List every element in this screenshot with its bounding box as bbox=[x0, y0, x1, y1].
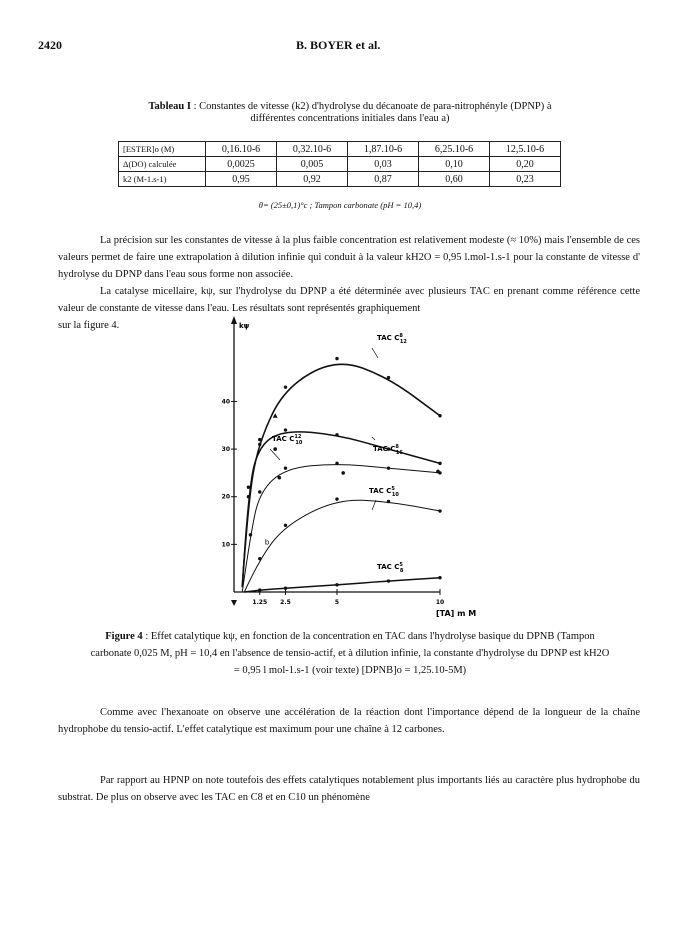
y-tick-label: 20 bbox=[221, 493, 230, 501]
table-footnote: θ= (25±0,1)°c ; Tampon carbonate (pH = 10,4) bbox=[258, 200, 422, 210]
paragraph bbox=[58, 772, 640, 806]
x-tick-label: 2.5 bbox=[280, 599, 291, 606]
label-leader bbox=[372, 500, 376, 510]
data-point bbox=[284, 428, 287, 431]
x-axis-label: [TA] m M bbox=[436, 609, 477, 618]
paragraph bbox=[58, 704, 640, 738]
x-tick-label: 1.25 bbox=[252, 599, 268, 606]
data-point bbox=[284, 524, 287, 527]
x-axis-origin-arrow bbox=[231, 600, 237, 606]
data-point bbox=[438, 509, 441, 512]
table-cell: 0,23 bbox=[490, 172, 561, 187]
data-point bbox=[387, 376, 390, 379]
x-tick-label: 5 bbox=[334, 599, 340, 606]
data-point bbox=[284, 466, 287, 469]
curve-label: TAC $C^5$ 8 bbox=[377, 562, 404, 574]
page-number: 2420 bbox=[38, 38, 62, 52]
dot-marker bbox=[436, 470, 440, 474]
table-cell: 0,95 bbox=[206, 172, 277, 187]
table-cell: 1,87.10-6 bbox=[348, 142, 419, 157]
data-point bbox=[258, 490, 261, 493]
table-cell: 0,92 bbox=[277, 172, 348, 187]
table-caption-text: : Constantes de vitesse (k2) d'hydrolyse du décanoate de para-nitrophényle (DPNP) à différentes concentrations initiales dans l'eau a) bbox=[193, 101, 552, 124]
data-point bbox=[335, 462, 338, 465]
series-line bbox=[242, 364, 440, 587]
data-point bbox=[387, 500, 390, 503]
data-point bbox=[335, 433, 338, 436]
curve-label: TAC $C^8$ 16 bbox=[373, 444, 403, 456]
table-cell: 0,60 bbox=[419, 172, 490, 187]
table-cell: 0,0025 bbox=[206, 157, 277, 172]
data-point bbox=[335, 357, 338, 360]
data-point bbox=[258, 557, 261, 560]
data-point bbox=[438, 462, 441, 465]
series-line bbox=[242, 465, 440, 592]
row-header: k2 (M-1.s-1) bbox=[119, 172, 206, 187]
table-cell: 0,005 bbox=[277, 157, 348, 172]
y-tick-label: 30 bbox=[221, 446, 230, 454]
figure-caption-text: : Effet catalytique kψ, en fonction de la concentration en TAC dans l'hydrolyse basique du DPNB (Tampon carbonate 0,025 M, pH = 10,4 en l'absence de tensio-actif, et à dilution infinie, la constante d'hydrolyse du DPNP est kH2O = 0,95 l mol-1.s-1 (voir texte) [DPNB]o = 1,25.10-5M) bbox=[90, 631, 610, 676]
paragraph-text: Comme avec l'hexanoate on observe une accélération de la réaction dont l'importance dépend de la longueur de la chaîne hydrophobe du tensio-actif. L'effet catalytique est maximum pour une chaîne à 12 carbones. bbox=[58, 707, 640, 735]
paragraph-tail: sur la figure 4. bbox=[58, 320, 120, 331]
label-leader bbox=[372, 437, 375, 440]
series-line bbox=[242, 432, 440, 587]
data-point bbox=[258, 588, 261, 591]
table-cell: 0,10 bbox=[419, 157, 490, 172]
data-point bbox=[258, 443, 261, 446]
curve-label: TAC $C^8$ 12 bbox=[377, 333, 407, 345]
chart-series bbox=[242, 357, 441, 592]
table-caption-label: Tableau I bbox=[148, 101, 191, 112]
dot-marker bbox=[278, 476, 282, 480]
data-point bbox=[247, 486, 250, 489]
table-cell: 0,32.10-6 bbox=[277, 142, 348, 157]
table-cell: 6,25.10-6 bbox=[419, 142, 490, 157]
data-point bbox=[387, 579, 390, 582]
data-point bbox=[249, 533, 252, 536]
data-point bbox=[335, 497, 338, 500]
data-point bbox=[438, 576, 441, 579]
data-point bbox=[284, 586, 287, 589]
data-point bbox=[258, 438, 261, 441]
y-axis-arrow bbox=[231, 316, 237, 324]
paragraph-text: Par rapport au HPNP on note toutefois des effets catalytiques notablement plus importants liés au caractère plus hydrophobe du substrat. De plus on observe avec les TAC en C8 et en C10 un phénomène bbox=[58, 775, 640, 803]
table-cell: 0,03 bbox=[348, 157, 419, 172]
figure-caption-label: Figure 4 bbox=[105, 631, 143, 642]
curve-label: TAC $C^{12}$ 10 bbox=[272, 434, 303, 446]
data-point bbox=[284, 385, 287, 388]
running-header-authors: B. BOYER et al. bbox=[296, 38, 381, 52]
paragraph-text: La précision sur les constantes de vitesse à la plus faible concentration est relativement modeste (≈ 10%) mais l'ensemble de ces valeurs permet de faire une extrapolation à dilution infinie qui conduit à la valeur kH2O = 0,95 l.mol-1.s-1 pour la constante de vitesse d' hydrolyse du DPNP dans l'eau sous forme non associée. bbox=[58, 235, 640, 280]
paragraph-text: La catalyse micellaire, kψ, sur l'hydrolyse du DPNP a été déterminée avec plusieurs TAC en prenant comme référence cette valeur de constante de vitesse dans l'eau. Les résultats sont représentés graphiquement bbox=[58, 286, 640, 314]
chart-markers bbox=[265, 413, 440, 546]
table-cell: 0,16.10-6 bbox=[206, 142, 277, 157]
letter-marker: b bbox=[264, 538, 270, 547]
data-point bbox=[438, 414, 441, 417]
figure-caption bbox=[90, 628, 610, 679]
table-cell: 12,5.10-6 bbox=[490, 142, 561, 157]
dot-marker bbox=[273, 447, 277, 451]
row-header: [ESTER]o (M) bbox=[119, 142, 206, 157]
dot-marker bbox=[341, 471, 345, 475]
triangle-marker bbox=[273, 413, 278, 418]
data-point bbox=[335, 583, 338, 586]
chart-curve-labels bbox=[270, 333, 407, 574]
label-leader bbox=[372, 348, 378, 358]
table-cell: 0,87 bbox=[348, 172, 419, 187]
data-point bbox=[387, 466, 390, 469]
row-header: Δ(DO) calculée bbox=[119, 157, 206, 172]
y-axis-label: kψ bbox=[239, 322, 250, 330]
table-cell: 0,20 bbox=[490, 157, 561, 172]
series-line bbox=[244, 578, 440, 592]
y-tick-label: 10 bbox=[221, 541, 230, 549]
y-tick-label: 40 bbox=[221, 398, 230, 406]
chart-axes bbox=[222, 316, 477, 618]
x-tick-label: 10 bbox=[435, 599, 445, 606]
curve-label: TAC $C^5$ 10 bbox=[369, 486, 399, 498]
series-line bbox=[244, 500, 440, 592]
